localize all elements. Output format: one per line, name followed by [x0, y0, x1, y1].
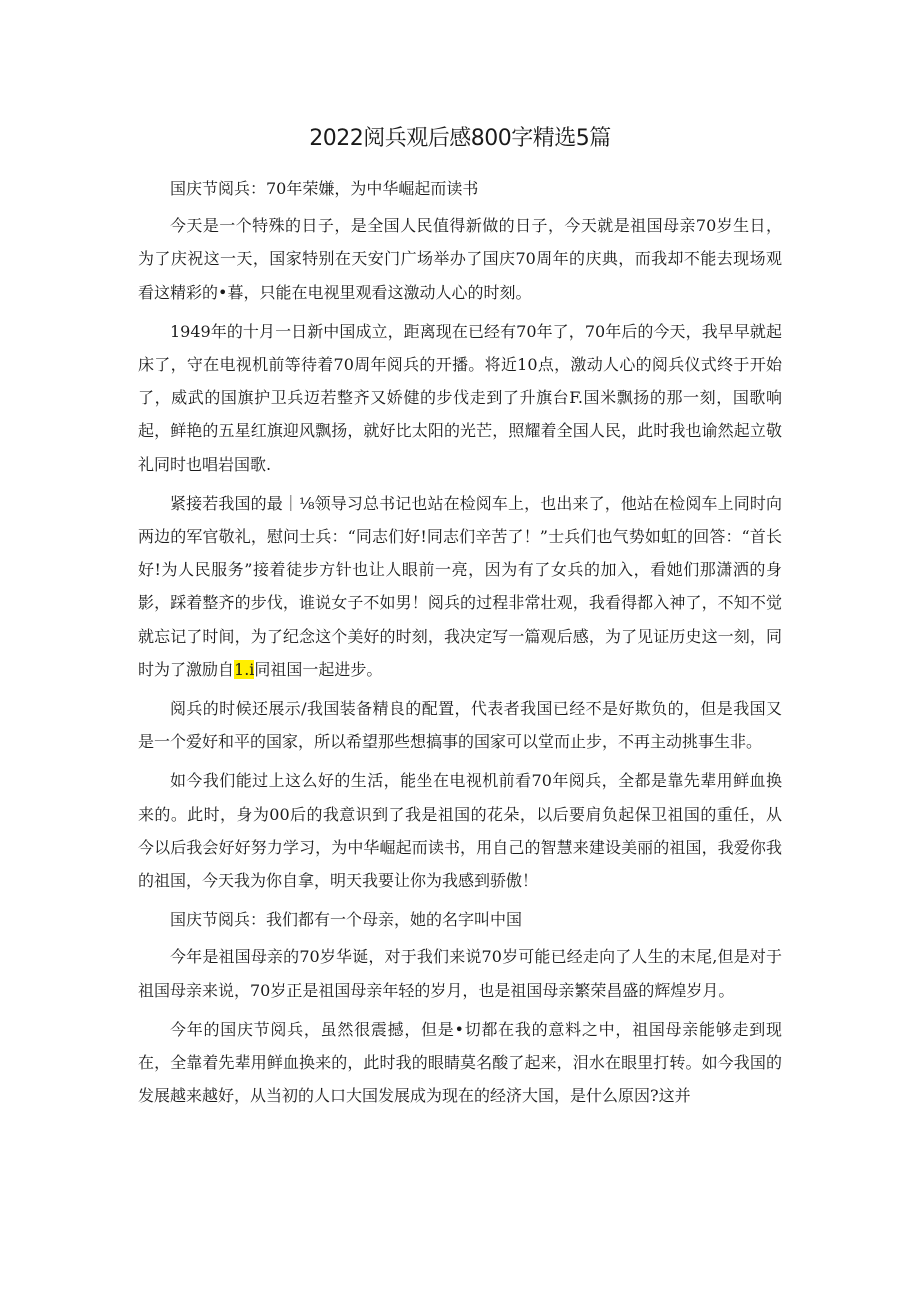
paragraph: 今天是一个特殊的日子，是全国人民值得新做的日子，今天就是祖国母亲70岁生日，为了庆祝这一天，国家特别在天安门广场举办了国庆70周年的庆典，而我却不能去现场观看这精彩的•暮，只能在电视里观看这激动人心的时刻。 — [138, 216, 782, 302]
paragraph: 阅兵的时候还展示/我国装备精良的配置，代表者我国已经不是好欺负的，但是我国又是一个爱好和平的国家，所以希望那些想搞事的国家可以堂而止步，不再主动挑事生非。 — [138, 699, 782, 752]
section-heading: 国庆节阅兵：我们都有一个母亲，她的名字叫中国 — [170, 910, 523, 930]
document-title: 2022阅兵观后感800字精选5篇 — [309, 126, 611, 151]
document-body — [138, 172, 782, 1118]
paragraph: 今年是祖国母亲的70岁华诞，对于我们来说70岁可能已经走向了人生的末尾,但是对于祖国母亲来说，70岁正是祖国母亲年轻的岁月，也是祖国母亲繁荣昌盛的辉煌岁月。 — [138, 947, 782, 1000]
paragraph — [138, 487, 782, 686]
section-heading: 国庆节阅兵：70年荣嫌，为中华崛起而读书 — [170, 179, 479, 198]
highlighted-text: 1.i — [234, 659, 255, 679]
paragraph-text: 紧接若我国的最｜⅛领导习总书记也站在检阅车上，也出来了，他站在检阅车上同时向两边的军官敬礼，慰问士兵：“同志们好!同志们辛苦了！”士兵们也气势如虹的回答：“首长好!为人民服务”接着徒步方针也让人眼前一亮，因为有了女兵的加入，看她们那潇洒的身影，踩着整齐的步伐，谁说女子不如男！阅兵的过程非常壮观，我看得都入神了，不知不觉就忘记了时间，为了纪念这个美好的时刻，我决定写一篇观后感，为了见证历史这一刻，同时为了激励自 — [138, 493, 782, 679]
paragraph-text-tail: 同祖国一起进步。 — [254, 659, 383, 679]
paragraph: 今年的国庆节阅兵，虽然很震撼，但是•切都在我的意料之中，祖国母亲能够走到现在，全靠着先辈用鲜血换来的，此时我的眼睛莫名酸了起来，泪水在眼里打转。如今我国的发展越来越好，从当初的人口大国发展成为现在的经济大国，是什么原因?这并 — [138, 1019, 782, 1106]
paragraph: 如今我们能过上这么好的生活，能坐在电视机前看70年阅兵，全都是靠先辈用鲜血换来的。此时，身为00后的我意识到了我是祖国的花朵，以后要肩负起保卫祖国的重任，从今以后我会好好努力学习，为中华崛起而读书，用自己的智慧来建设美丽的祖国，我爱你我的祖国，今天我为你自拿，明天我要让你为我感到骄傲！ — [138, 771, 782, 891]
paragraph: 1949年的十月一日新中国成立，距离现在已经有70年了，70年后的今天，我早早就起床了，守在电视机前等待着70周年阅兵的开播。将近10点，激动人心的阅兵仪式终于开始了，威武的国旗护卫兵迈若整齐又娇健的步伐走到了升旗台F.国米飘扬的那一刻，国歌响起，鲜艳的五星红旗迎风飘扬，就好比太阳的光芒，照耀着全国人民，此时我也谕然起立敬礼同时也唱岩国歌. — [138, 321, 782, 474]
